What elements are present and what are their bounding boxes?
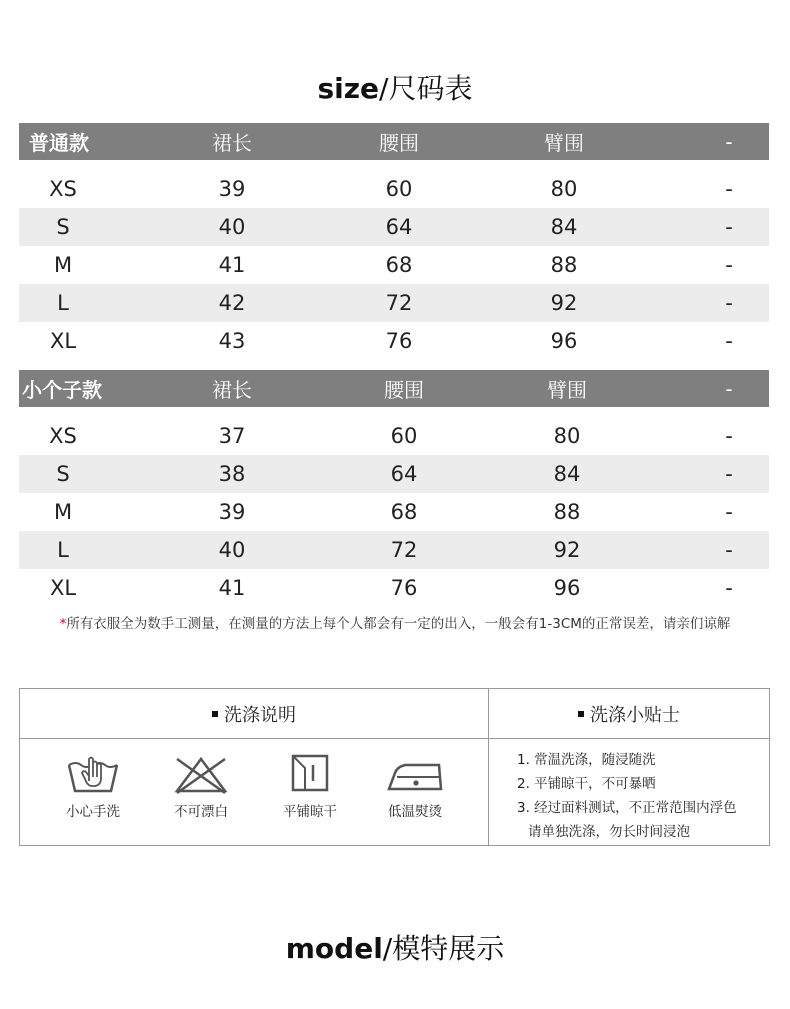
table-cell: - bbox=[725, 253, 733, 277]
header-cell: - bbox=[725, 129, 733, 154]
table-cell: 42 bbox=[218, 291, 246, 315]
low-iron-icon bbox=[383, 751, 447, 797]
header-cell: 裙长 bbox=[212, 378, 252, 402]
table-cell: - bbox=[725, 424, 733, 448]
care-item-low-iron bbox=[370, 751, 460, 821]
care-label: 低温熨烫 bbox=[388, 804, 442, 820]
table-cell: L bbox=[57, 538, 69, 562]
table-cell: S bbox=[56, 215, 70, 239]
header-cell: - bbox=[725, 376, 733, 401]
table-cell: 88 bbox=[550, 253, 578, 277]
header-cell: 臂围 bbox=[547, 378, 587, 402]
care-label: 小心手洗 bbox=[66, 804, 120, 820]
table-cell: S bbox=[56, 462, 70, 486]
tip-item: 2. 平铺晾干，不可暴晒 bbox=[517, 776, 656, 792]
table-cell: 68 bbox=[390, 500, 418, 524]
table-row bbox=[19, 455, 769, 493]
bullet-icon bbox=[578, 711, 584, 717]
heading-zh: 模特展示 bbox=[392, 932, 505, 965]
table-cell: 41 bbox=[218, 576, 246, 600]
table-cell: - bbox=[725, 215, 733, 239]
table-cell: 60 bbox=[385, 177, 413, 201]
header-cell: 臂围 bbox=[544, 131, 584, 155]
table-cell: 80 bbox=[553, 424, 581, 448]
table-cell: 80 bbox=[550, 177, 578, 201]
dry-flat-icon bbox=[285, 751, 335, 797]
table-cell: 40 bbox=[218, 538, 246, 562]
table-cell: L bbox=[57, 291, 69, 315]
table-cell: 72 bbox=[385, 291, 413, 315]
table-cell: - bbox=[725, 329, 733, 353]
table-cell: 64 bbox=[390, 462, 418, 486]
table-cell: 64 bbox=[385, 215, 413, 239]
table-cell: 88 bbox=[553, 500, 581, 524]
table-cell: 96 bbox=[550, 329, 578, 353]
hand-wash-icon bbox=[65, 751, 121, 797]
table-cell: 84 bbox=[553, 462, 581, 486]
header-cell: 普通款 bbox=[29, 131, 89, 155]
care-item-dry-flat bbox=[265, 751, 355, 821]
no-bleach-icon bbox=[171, 751, 231, 797]
table-cell: 92 bbox=[550, 291, 578, 315]
heading-en: size bbox=[317, 72, 380, 105]
heading-en: model bbox=[285, 932, 383, 965]
tip-item: 1. 常温洗涤，随浸随洗 bbox=[517, 752, 656, 768]
table-cell: 39 bbox=[218, 177, 246, 201]
heading-slash: / bbox=[382, 932, 393, 965]
table-cell: M bbox=[53, 500, 73, 524]
table-row bbox=[19, 284, 769, 322]
measurement-note bbox=[0, 614, 790, 634]
care-label: 平铺晾干 bbox=[283, 804, 337, 820]
table-row bbox=[19, 531, 769, 569]
table-header-row bbox=[19, 370, 769, 407]
header-cell: 腰围 bbox=[384, 378, 424, 402]
table-cell: 37 bbox=[218, 424, 246, 448]
table-row bbox=[19, 170, 769, 208]
table-row bbox=[19, 246, 769, 284]
table-cell: 39 bbox=[218, 500, 246, 524]
table-cell: 43 bbox=[218, 329, 246, 353]
table-cell: XL bbox=[49, 576, 77, 600]
table-cell: 72 bbox=[390, 538, 418, 562]
table-row bbox=[19, 493, 769, 531]
bullet-icon bbox=[212, 711, 218, 717]
table-cell: 38 bbox=[218, 462, 246, 486]
care-item-no-bleach bbox=[156, 751, 246, 821]
regular-size-table bbox=[19, 123, 769, 360]
header-cell: 裙长 bbox=[212, 131, 252, 155]
table-row bbox=[19, 208, 769, 246]
table-cell: 68 bbox=[385, 253, 413, 277]
heading-slash: / bbox=[379, 72, 389, 105]
header-cell: 小个子款 bbox=[22, 378, 102, 402]
table-cell: 76 bbox=[390, 576, 418, 600]
table-cell: - bbox=[725, 291, 733, 315]
table-header-row bbox=[19, 123, 769, 160]
table-cell: - bbox=[725, 177, 733, 201]
heading-zh: 尺码表 bbox=[388, 72, 473, 105]
table-cell: 60 bbox=[390, 424, 418, 448]
size-chart-heading bbox=[0, 69, 790, 109]
table-cell: - bbox=[725, 462, 733, 486]
table-cell: XL bbox=[49, 329, 77, 353]
washing-tips-title bbox=[489, 689, 769, 738]
table-cell: 84 bbox=[550, 215, 578, 239]
table-cell: 40 bbox=[218, 215, 246, 239]
table-cell: - bbox=[725, 576, 733, 600]
model-display-heading bbox=[0, 929, 790, 969]
care-item-hand-wash bbox=[48, 751, 138, 821]
note-star: * bbox=[59, 616, 67, 632]
washing-instructions-title bbox=[20, 689, 488, 738]
petite-size-table bbox=[19, 370, 769, 607]
washing-tips-list bbox=[517, 748, 737, 844]
table-row bbox=[19, 322, 769, 360]
table-cell: 96 bbox=[553, 576, 581, 600]
table-cell: XS bbox=[49, 424, 77, 448]
table-cell: 92 bbox=[553, 538, 581, 562]
table-cell: - bbox=[725, 538, 733, 562]
note-text: 所有衣服全为数手工测量，在测量的方法上每个人都会有一定的出入，一般会有1-3CM的正常误差，请亲们谅解 bbox=[66, 616, 731, 632]
table-cell: 76 bbox=[385, 329, 413, 353]
table-row bbox=[19, 417, 769, 455]
header-cell: 腰围 bbox=[379, 131, 419, 155]
washing-tips-label: 洗涤小贴士 bbox=[590, 704, 680, 726]
washing-instructions-label: 洗涤说明 bbox=[224, 704, 296, 726]
table-row bbox=[19, 569, 769, 607]
tip-item: 3. 经过面料测试，不正常范围内浮色 bbox=[517, 800, 737, 816]
table-cell: 41 bbox=[218, 253, 246, 277]
table-cell: M bbox=[53, 253, 73, 277]
care-label: 不可漂白 bbox=[174, 804, 228, 820]
table-cell: XS bbox=[49, 177, 77, 201]
tip-item: 请单独洗涤，勿长时间浸泡 bbox=[528, 824, 690, 840]
table-cell: - bbox=[725, 500, 733, 524]
